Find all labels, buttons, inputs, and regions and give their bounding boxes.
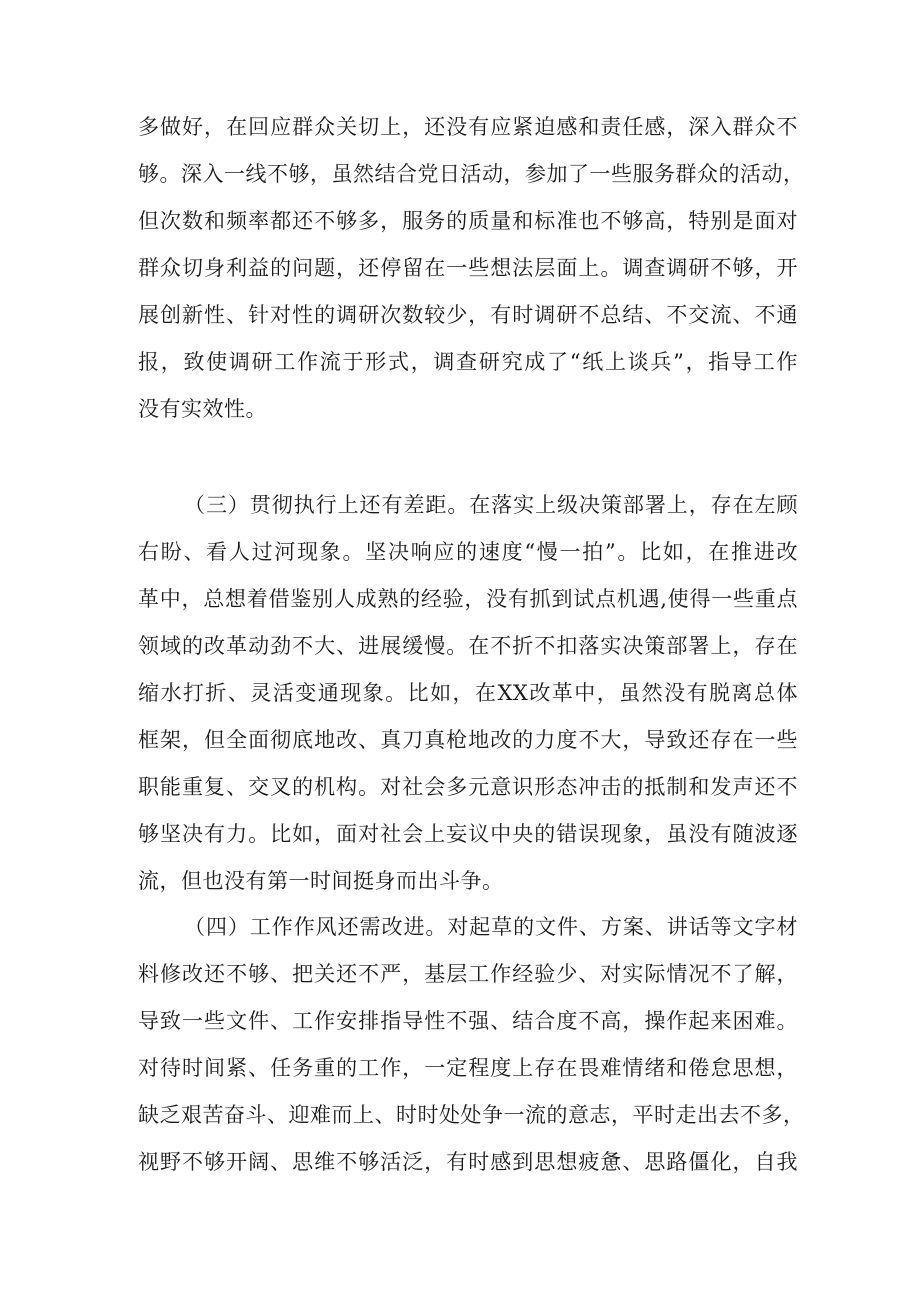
text-line: 框架，但全面彻底地改、真刀真枪地改的力度不大，导致还存在一些	[138, 728, 798, 752]
section-heading-line: （三）贯彻执行上还有差距。在落实上级决策部署上，存在左顾	[184, 493, 798, 517]
text-line: 领域的改革动劲不大、进展缓慢。在不折不扣落实决策部署上，存在	[138, 634, 798, 658]
paragraph-service-masses	[138, 104, 805, 433]
text-line: 够。深入一线不够，虽然结合党日活动，参加了一些服务群众的活动，	[138, 162, 805, 186]
paragraph-section-4	[138, 904, 805, 1186]
text-line: 展创新性、针对性的调研次数较少，有时调研不总结、不交流、不通	[138, 303, 798, 327]
text-line: 缩水打折、灵活变通现象。比如，在XX改革中，虽然没有脱离总体	[138, 681, 798, 705]
text-line: 料修改还不够、把关还不严，基层工作经验少、对实际情况不了解，	[138, 962, 798, 986]
text-line: 导致一些文件、工作安排指导性不强、结合度不高，操作起来困难。	[138, 1009, 798, 1033]
text-line: 职能重复、交叉的机构。对社会多元意识形态冲击的抵制和发声还不	[138, 775, 798, 799]
text-line: 右盼、看人过河现象。坚决响应的速度“慢一拍”。比如，在推进改	[138, 540, 798, 564]
text-line: 革中，总想着借鉴别人成熟的经验，没有抓到试点机遇,使得一些重点	[138, 587, 798, 611]
text-line: 流，但也没有第一时间挺身而出斗争。	[138, 869, 504, 893]
text-line: 对待时间紧、任务重的工作，一定程度上存在畏难情绪和倦怠思想，	[138, 1056, 798, 1080]
text-line: 缺乏艰苦奋斗、迎难而上、时时处处争一流的意志，平时走出去不多，	[138, 1103, 805, 1127]
text-line: 报，致使调研工作流于形式，调查研究成了“纸上谈兵”，指导工作	[138, 350, 798, 374]
text-line: 没有实效性。	[138, 397, 267, 421]
text-line: 但次数和频率都还不够多，服务的质量和标准也不够高，特别是面对	[138, 209, 798, 233]
section-heading-line: （四）工作作风还需改进。对起草的文件、方案、讲话等文字材	[184, 915, 798, 939]
text-line: 群众切身利益的问题，还停留在一些想法层面上。调查调研不够，开	[138, 256, 798, 280]
paragraph-section-3	[138, 482, 798, 905]
text-line: 多做好，在回应群众关切上，还没有应紧迫感和责任感，深入群众不	[138, 115, 798, 139]
text-line: 够坚决有力。比如，面对社会上妄议中央的错误现象，虽没有随波逐	[138, 822, 798, 846]
text-line: 视野不够开阔、思维不够活泛，有时感到思想疲惫、思路僵化，自我	[138, 1150, 798, 1174]
